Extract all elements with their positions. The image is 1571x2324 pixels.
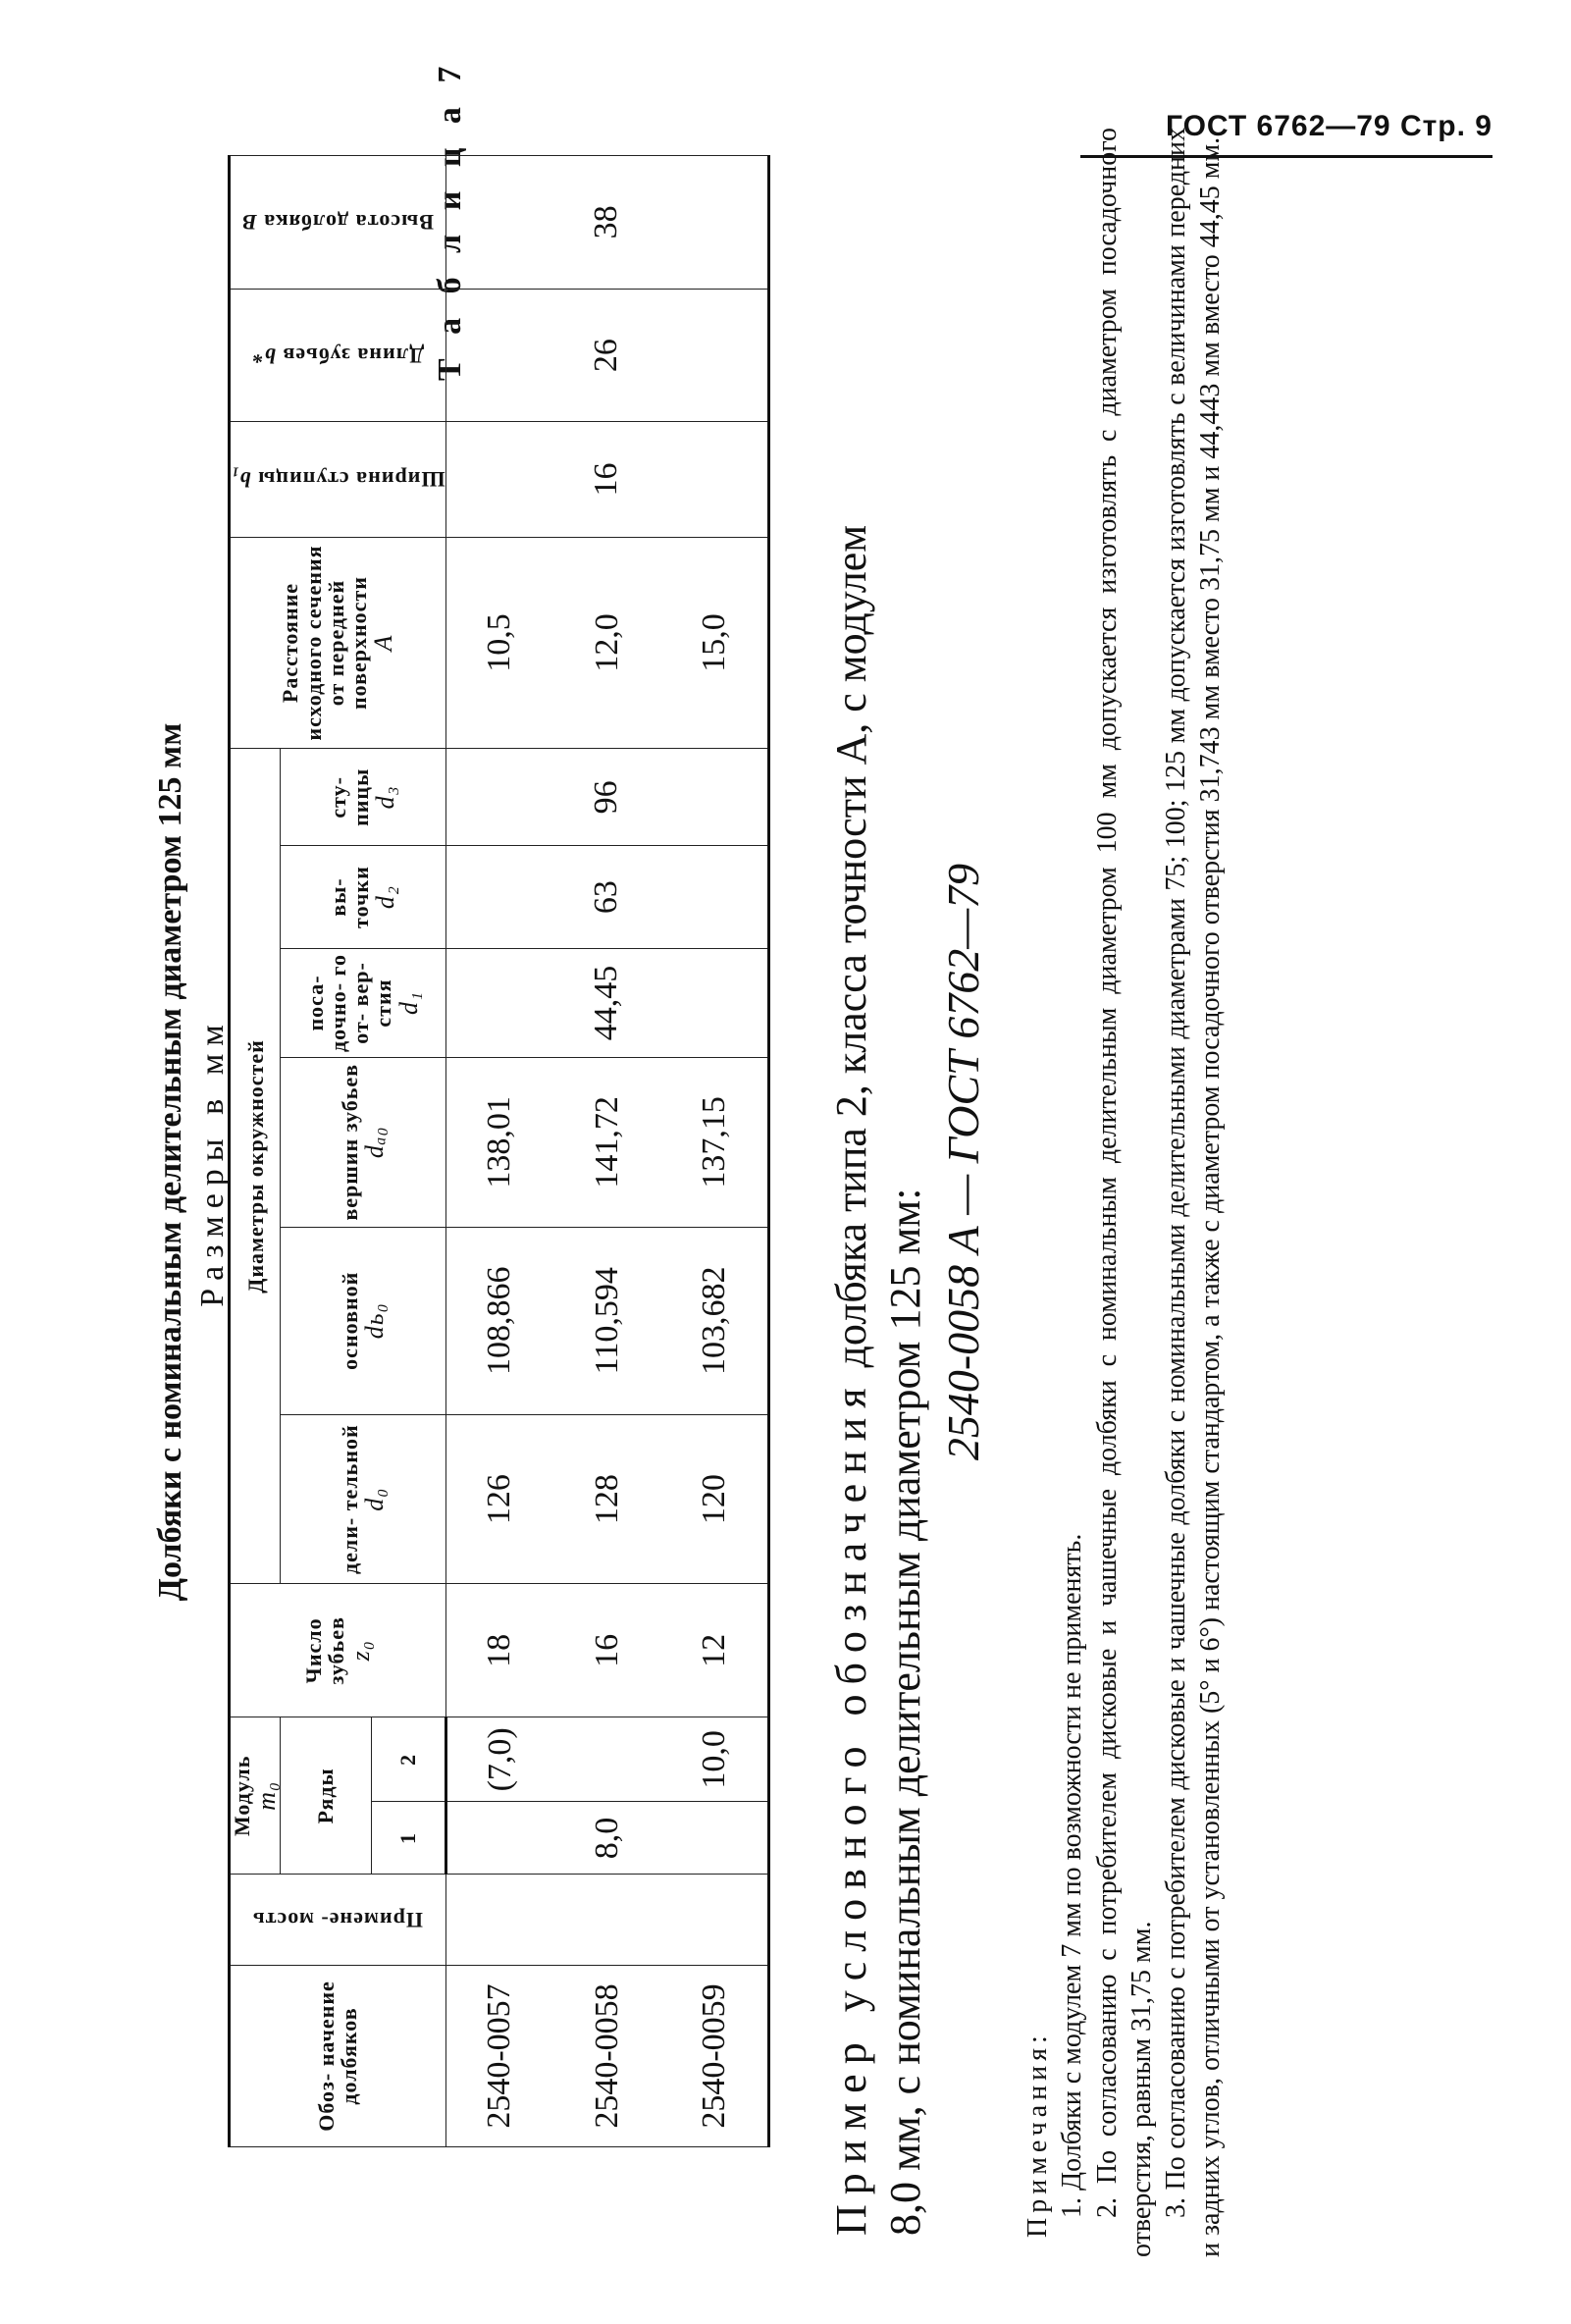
col-base: основной dь₀ [281,1227,445,1414]
cell-applicability [553,1875,660,1966]
col-distance: Расстояние исходного сечения от передней поверхности A [230,537,446,749]
col-row1: 1 [371,1802,445,1875]
notes [1021,128,1229,2257]
cell-module-1 [445,1802,553,1875]
cell-applicability [445,1875,553,1966]
cell-designation: 2540-0058 [553,1966,660,2147]
col-bore: поса- дочно- го от- вер- стия d₁ [281,948,445,1057]
col-row2: 2 [371,1717,445,1802]
cell-height: 38 [445,156,768,290]
cell-base: 110,594 [553,1227,660,1414]
cell-tip: 141,72 [553,1057,660,1227]
table-label: Т а б л и ц а 7 [432,58,468,381]
col-recess: вы- точки d₂ [281,846,445,949]
note-1: 1. Долбяки с модулем 7 мм по возможности не применять. [1057,1533,1088,2218]
example-code: 2540-0058 А — ГОСТ 6762—79 [938,863,988,1461]
col-module: Модуль m₀ [230,1717,281,1875]
cell-distance: 15,0 [660,537,768,749]
cell-teeth: 18 [445,1584,553,1717]
cell-recess: 63 [445,846,768,949]
cell-distance: 12,0 [553,537,660,749]
table-subtitle: Размеры в мм [194,1017,231,1307]
cell-pitch: 128 [553,1414,660,1584]
cell-pitch: 126 [445,1414,553,1584]
cell-module-1 [660,1802,768,1875]
cell-teeth: 12 [660,1584,768,1717]
note-3: 3. По согласованию с потребителем дисковые и чашечные долбяки с номинальными делительными диаметрами 75; 100; 125 мм допускается изготовлять с величинами передних и задних углов, отличными от установленных (5° и 6°) настоящим стандартом, а также с диаметром посадочного отверстия 31,743 мм вместо 31,75 мм и 44,443 мм вместо 44,45 мм. [1161,128,1227,2257]
col-tip: вершин зубьев dₐ₀ [281,1057,445,1227]
cell-hub: 96 [445,749,768,846]
col-rows-label: Ряды [281,1717,371,1875]
example-lead: Пример условного обозначения [827,1378,875,2236]
cell-base: 108,866 [445,1227,553,1414]
cell-teeth: 16 [553,1584,660,1717]
cell-pitch: 120 [660,1414,768,1584]
cell-module-2: 10,0 [660,1717,768,1802]
col-height: Высота долбяка B [230,156,446,290]
cell-module-1: 8,0 [553,1802,660,1875]
cell-tip: 138,01 [445,1057,553,1227]
col-hub: сту- пицы d₃ [281,749,445,846]
cell-applicability [660,1875,768,1966]
cell-module-2 [553,1717,660,1802]
col-pitch: дели- тельной d₀ [281,1414,445,1584]
designation-example [824,175,932,2236]
col-designation: Обоз- начение долбяков [230,1966,446,2147]
col-tooth-length: Длина зубьев b* [230,289,446,422]
cell-tip: 137,15 [660,1057,768,1227]
table-row [445,156,553,2147]
col-diameters: Диаметры окружностей [230,749,281,1584]
col-applicability: Примене- мость [230,1875,446,1966]
cell-designation: 2540-0059 [660,1966,768,2147]
page-header: ГОСТ 6762—79 Стр. 9 [1080,110,1492,158]
cell-tooth-length: 26 [445,289,768,422]
table-title: Долбяки с номинальным делительным диаметром 125 мм [152,722,188,1602]
dimensions-table [228,155,770,2147]
cell-designation: 2540-0057 [445,1966,553,2147]
cell-module-2: (7,0) [445,1717,553,1802]
col-hub-width: Ширина ступицы b₁ [230,422,446,537]
cell-bore: 44,45 [445,948,768,1057]
example-text-1: долбяка типа 2, класса точности А, с модулем [827,524,875,1379]
cell-base: 103,682 [660,1227,768,1414]
example-text-2: 8,0 мм, с номинальным делительным диаметром 125 мм: [881,1188,929,2236]
notes-heading: Примечания: [1022,2031,1053,2238]
col-teeth: Число зубьев z₀ [230,1584,446,1717]
cell-hub-width: 16 [445,422,768,537]
note-2: 2. По согласованию с потребителем дисковые и чашечные долбяки с номинальным делительным диаметром 100 мм допускается изготовлять с диаметром посадочного отверстия, равным 31,75 мм. [1091,128,1157,2257]
cell-distance: 10,5 [445,537,553,749]
